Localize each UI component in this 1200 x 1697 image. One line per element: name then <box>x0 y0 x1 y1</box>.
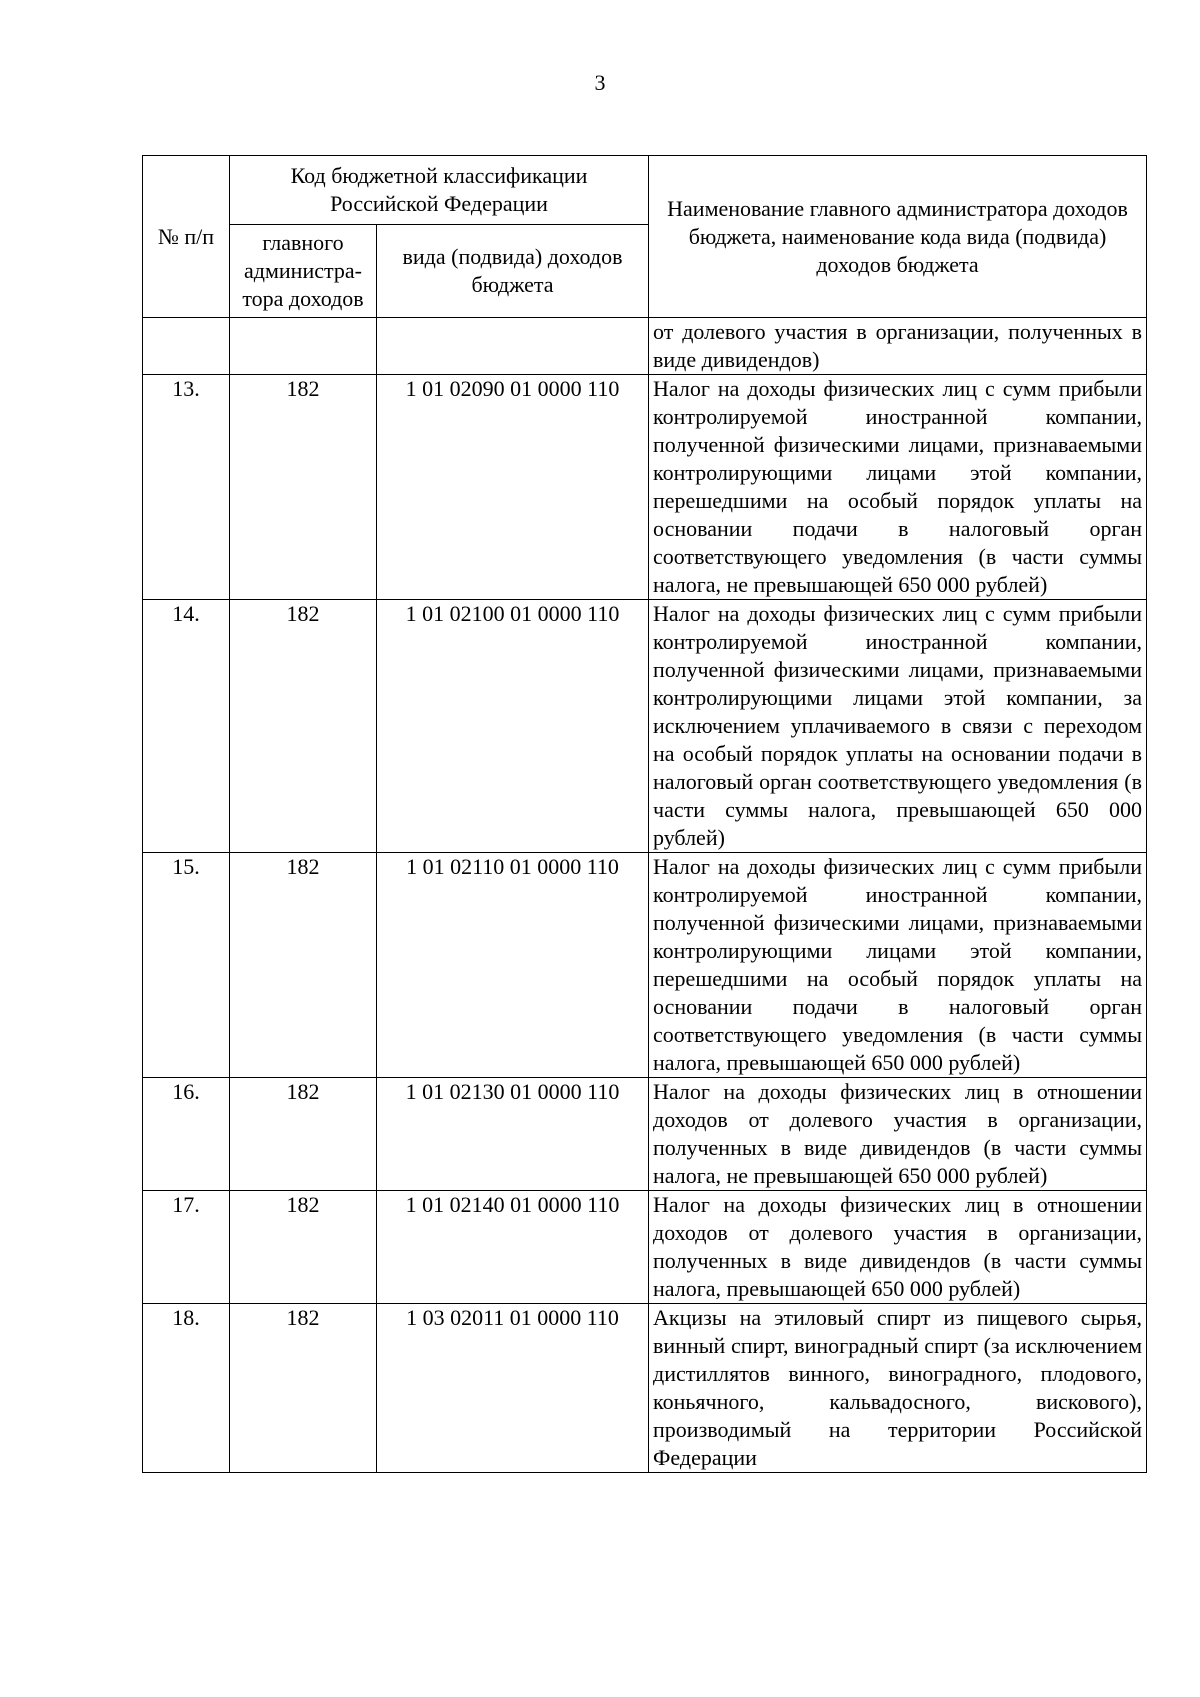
table-row <box>143 1078 1147 1191</box>
row-name: Налог на доходы физических лиц в отношении доходов от долевого участия в организации, полученных в виде дивидендов (в части суммы налога, не превышающей 650 000 рублей) <box>649 1078 1147 1191</box>
header-admin-code: главного администра-тора доходов <box>230 225 377 318</box>
row-num: 18. <box>143 1304 230 1473</box>
row-kind-code: 1 01 02100 01 0000 110 <box>377 600 649 853</box>
row-num: 16. <box>143 1078 230 1191</box>
table-row <box>143 1191 1147 1304</box>
row-name: Акцизы на этиловый спирт из пищевого сырья, винный спирт, виноградный спирт (за исключением дистиллятов винного, виноградного, плодового, коньячного, кальвадосного, вискового), производимый на территории Российской Федерации <box>649 1304 1147 1473</box>
header-kind-code: вида (подвида) доходов бюджета <box>377 225 649 318</box>
page-number: 3 <box>594 70 606 95</box>
row-num: 14. <box>143 600 230 853</box>
row-kind-code <box>377 318 649 375</box>
budget-classification-table <box>142 155 1147 1473</box>
row-kind-code: 1 01 02110 01 0000 110 <box>377 853 649 1078</box>
row-kind-code: 1 03 02011 01 0000 110 <box>377 1304 649 1473</box>
table-row <box>143 600 1147 853</box>
row-kind-code: 1 01 02130 01 0000 110 <box>377 1078 649 1191</box>
row-admin-code: 182 <box>230 853 377 1078</box>
row-admin-code: 182 <box>230 375 377 600</box>
table-row <box>143 375 1147 600</box>
row-name: Налог на доходы физических лиц с сумм прибыли контролируемой иностранной компании, полученной физическими лицами, признаваемыми контролирующими лицами этой компании, перешедшими на особый порядок уплаты на основании подачи в налоговый орган соответствующего уведомления (в части суммы налога, не превышающей 650 000 рублей) <box>649 375 1147 600</box>
header-name: Наименование главного администратора доходов бюджета, наименование кода вида (подвида) доходов бюджета <box>649 156 1147 318</box>
header-num: № п/п <box>143 156 230 318</box>
row-num <box>143 318 230 375</box>
row-name: Налог на доходы физических лиц с сумм прибыли контролируемой иностранной компании, полученной физическими лицами, признаваемыми контролирующими лицами этой компании, за исключением уплачиваемого в связи с переходом на особый порядок уплаты на основании подачи в налоговый орган соответствующего уведомления (в части суммы налога, превышающей 650 000 рублей) <box>649 600 1147 853</box>
table-row <box>143 318 1147 375</box>
row-kind-code: 1 01 02140 01 0000 110 <box>377 1191 649 1304</box>
header-kbk-group: Код бюджетной классификации Российской Федерации <box>230 156 649 225</box>
row-num: 13. <box>143 375 230 600</box>
row-num: 15. <box>143 853 230 1078</box>
row-admin-code: 182 <box>230 1078 377 1191</box>
table-body <box>143 318 1147 1473</box>
row-name: от долевого участия в организации, полученных в виде дивидендов) <box>649 318 1147 375</box>
row-admin-code: 182 <box>230 1191 377 1304</box>
row-admin-code <box>230 318 377 375</box>
row-kind-code: 1 01 02090 01 0000 110 <box>377 375 649 600</box>
table-header <box>143 156 1147 318</box>
table-row <box>143 853 1147 1078</box>
row-name: Налог на доходы физических лиц с сумм прибыли контролируемой иностранной компании, полученной физическими лицами, признаваемыми контролирующими лицами этой компании, перешедшими на особый порядок уплаты на основании подачи в налоговый орган соответствующего уведомления (в части суммы налога, превышающей 650 000 рублей) <box>649 853 1147 1078</box>
row-admin-code: 182 <box>230 600 377 853</box>
row-name: Налог на доходы физических лиц в отношении доходов от долевого участия в организации, полученных в виде дивидендов (в части суммы налога, превышающей 650 000 рублей) <box>649 1191 1147 1304</box>
row-admin-code: 182 <box>230 1304 377 1473</box>
table-row <box>143 1304 1147 1473</box>
row-num: 17. <box>143 1191 230 1304</box>
